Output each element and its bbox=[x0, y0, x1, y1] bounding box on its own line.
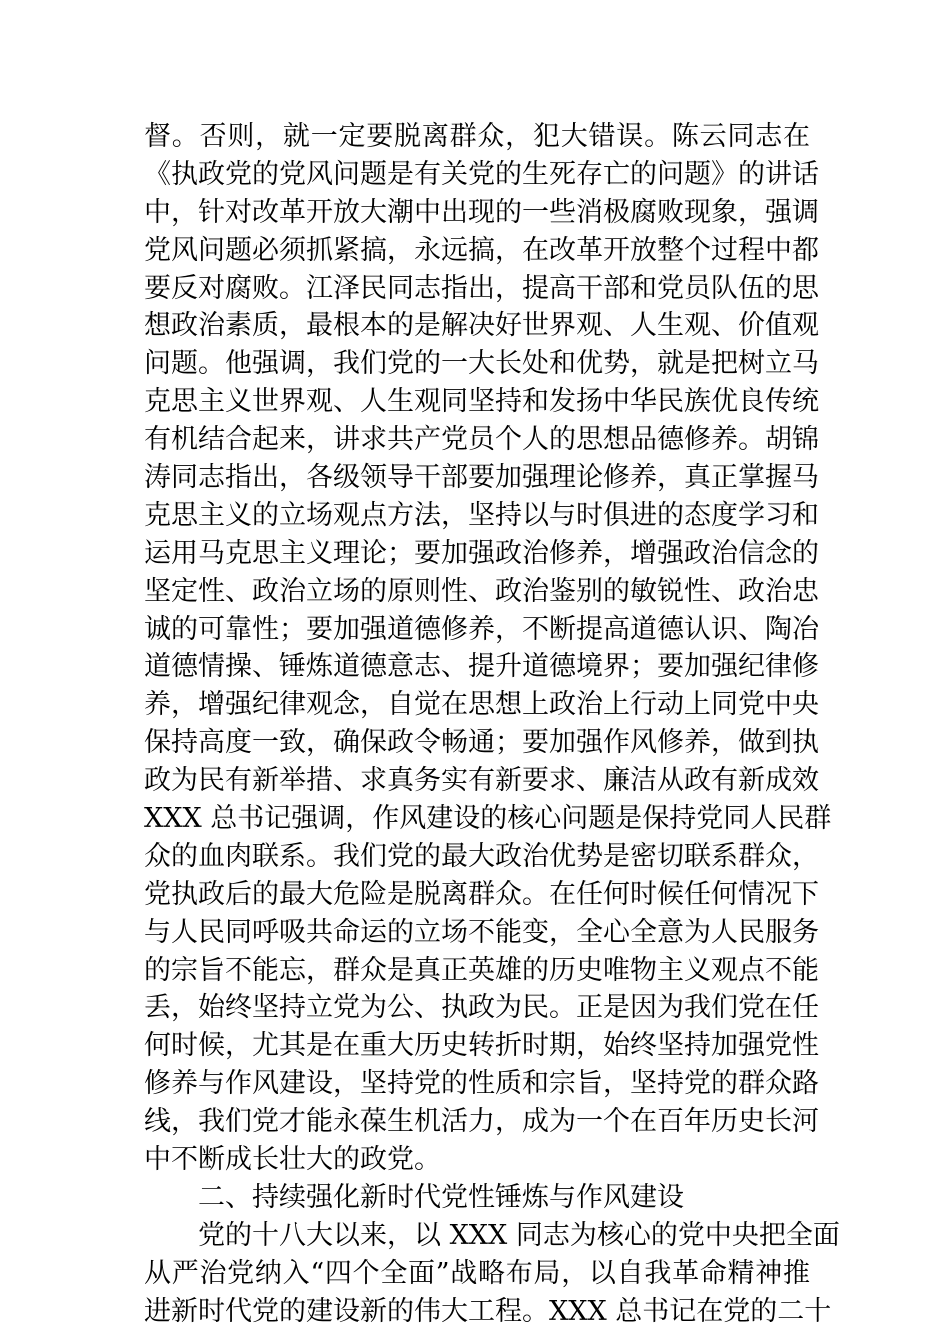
section-heading: 二、持续强化新时代党性锤炼与作风建设 bbox=[198, 1181, 684, 1213]
text-line: 要反对腐败。江泽民同志指出，提高干部和党员队伍的思 bbox=[144, 272, 819, 304]
text-line: 想政治素质，最根本的是解决好世界观、人生观、价值观 bbox=[144, 310, 819, 342]
text-line: 中不断成长壮大的政党。 bbox=[144, 1144, 441, 1176]
text-line: 《执政党的党风问题是有关党的生死存亡的问题》的讲话 bbox=[144, 158, 819, 190]
text-line: 的宗旨不能忘，群众是真正英雄的历史唯物主义观点不能 bbox=[144, 954, 819, 986]
paragraph-2 bbox=[144, 1217, 840, 1331]
text-line: 进新时代党的建设新的伟大工程。XXX 总书记在党的二十 bbox=[144, 1295, 832, 1327]
text-line: 养，增强纪律观念，自觉在思想上政治上行动上同党中央 bbox=[144, 689, 819, 721]
text-line: 与人民同呼吸共命运的立场不能变，全心全意为人民服务 bbox=[144, 916, 819, 948]
text-line: 涛同志指出，各级领导干部要加强理论修养，真正掌握马 bbox=[144, 462, 819, 494]
text-line: 中，针对改革开放大潮中出现的一些消极腐败现象，强调 bbox=[144, 196, 819, 228]
text-line: 运用马克思主义理论；要加强政治修养，增强政治信念的 bbox=[144, 537, 819, 569]
text-line: 有机结合起来，讲求共产党员个人的思想品德修养。胡锦 bbox=[144, 424, 819, 456]
text-line: 丢，始终坚持立党为公、执政为民。正是因为我们党在任 bbox=[144, 992, 819, 1024]
text-line: 线，我们党才能永葆生机活力，成为一个在百年历史长河 bbox=[144, 1106, 819, 1138]
text-line: 政为民有新举措、求真务实有新要求、廉洁从政有新成效 bbox=[144, 765, 819, 797]
body-text bbox=[144, 118, 840, 1331]
text-line: 督。否则，就一定要脱离群众，犯大错误。陈云同志在 bbox=[144, 121, 810, 152]
text-line: 众的血肉联系。我们党的最大政治优势是密切联系群众， bbox=[144, 840, 819, 872]
text-line: 党执政后的最大危险是脱离群众。在任何时候任何情况下 bbox=[144, 878, 819, 910]
text-line: 道德情操、锤炼道德意志、提升道德境界；要加强纪律修 bbox=[144, 651, 819, 683]
text-line: 修养与作风建设，坚持党的性质和宗旨，坚持党的群众路 bbox=[144, 1068, 819, 1100]
text-line: 克思主义世界观、人生观同坚持和发扬中华民族优良传统 bbox=[144, 386, 819, 418]
text-line: 诚的可靠性；要加强道德修养，不断提高道德认识、陶冶 bbox=[144, 613, 819, 645]
text-line: XXX 总书记强调，作风建设的核心问题是保持党同人民群 bbox=[144, 803, 832, 835]
text-line: 克思主义的立场观点方法，坚持以与时俱进的态度学习和 bbox=[144, 499, 819, 531]
paragraph-1 bbox=[144, 118, 832, 1179]
text-line: 何时候，尤其是在重大历史转折时期，始终坚持加强党性 bbox=[144, 1030, 819, 1062]
text-line: 坚定性、政治立场的原则性、政治鉴别的敏锐性、政治忠 bbox=[144, 575, 819, 607]
text-line: 党的十八大以来，以 XXX 同志为核心的党中央把全面 bbox=[198, 1219, 840, 1251]
text-line: 从严治党纳入“四个全面”战略布局，以自我革命精神推 bbox=[144, 1257, 810, 1289]
text-line: 党风问题必须抓紧搞，永远搞，在改革开放整个过程中都 bbox=[144, 234, 819, 266]
text-line: 问题。他强调，我们党的一大长处和优势，就是把树立马 bbox=[144, 348, 819, 380]
text-line: 保持高度一致，确保政令畅通；要加强作风修养，做到执 bbox=[144, 727, 819, 759]
